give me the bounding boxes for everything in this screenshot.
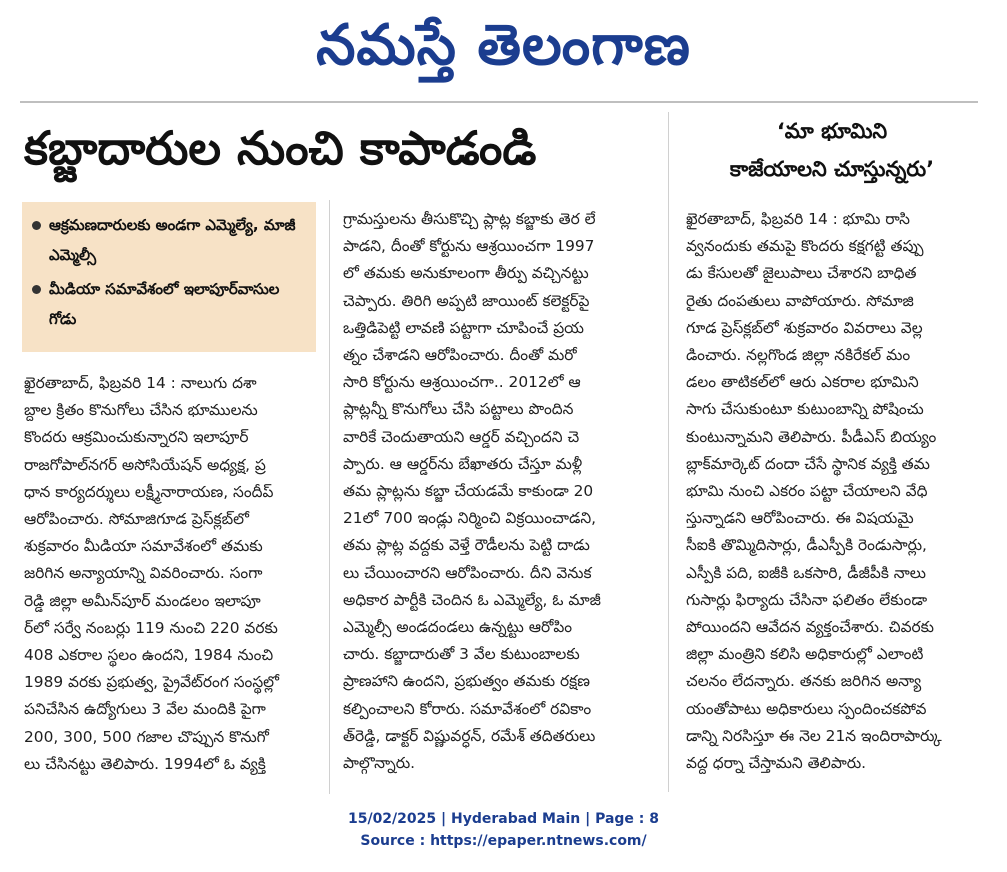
highlight-text: ఆక్రమణదారులకు అండగా ఎమ్మెల్యే, మాజీ ఎమ్మెల్సీ (49, 216, 296, 264)
masthead-rule (20, 101, 978, 103)
page-footer (0, 808, 1007, 852)
highlight-item (32, 210, 308, 270)
main-headline: కబ్జాదారుల నుంచి కాపాడండి (24, 121, 537, 175)
column-divider (329, 200, 330, 794)
side-headline-line-1: ‘మా భూమిని (776, 119, 888, 143)
highlight-text: మీడియా సమావేశంలో ఇలాపూర్‌వాసుల గోడు (49, 280, 280, 328)
bullet-icon (32, 221, 41, 230)
newspaper-logo: నమస్తే తెలంగాణ (316, 13, 691, 78)
article-column-2: గ్రామస్తులను తీసుకొచ్చి ప్లాట్ల కబ్జాకు తెర లే పాడని, దీంతో కోర్టును ఆశ్రయించగా 1997 లో తమకు అనుకూలంగా తీర్పు వచ్చినట్టు చెప్పారు. తిరిగి అప్పటి జాయింట్ కలెక్టర్‌పై ఒత్తిడిపెట్టి లావణి పట్టాగా చూపించే ప్రయ త్నం చేశాడని ఆరోపించారు. దీంతో మరో సారి కోర్టును ఆశ్రయించగా.. 2012లో ఆ ప్లాట్లన్నీ కొనుగోలు చేసి పట్టాలు పొందిన వారికే చెందుతాయని ఆర్డర్ వచ్చిందని చె ప్పారు. ఆ ఆర్డర్‌ను బేఖాతరు చేస్తూ మళ్లీ తమ ప్లాట్లను కబ్జా చేయడమే కాకుండా 20 21లో 700 ఇండ్లు నిర్మించి విక్రయించాడని, తమ ప్లాట్ల వద్దకు వెళ్తే రౌడీలను పెట్టి దాడు లు చేయించారని ఆరోపించారు. దీని వెనుక అధికార పార్టీకి చెందిన ఓ ఎమ్మెల్యే, ఓ మాజీ ఎమ్మెల్సీ అండదండలు ఉన్నట్టు ఆరోపిం చారు. కబ్జాదారుతో 3 వేల కుటుంబాలకు ప్రాణహాని ఉందని, ప్రభుత్వం తమకు రక్షణ కల్పించాలని కోరారు. సమావేశంలో రవికాం త్‌రెడ్డి, డాక్టర్ విష్ణువర్ధన్, రమేశ్ తదితరులు పాల్గొన్నారు. (343, 210, 601, 773)
article-column-1: ఖైరతాబాద్, ఫిబ్రవరి 14 : నాలుగు దశా బ్దాల క్రితం కొనుగోలు చేసిన భూములను కొందరు ఆక్రమించుకున్నారని ఇలాపూర్ రాజగోపాల్‌నగర్ అసోసియేషన్ అధ్యక్ష, ప్ర ధాన కార్యదర్శులు లక్ష్మీనారాయణ, సందీప్ ఆరోపించారు. సోమాజిగూడ ప్రెస్‌క్లబ్‌లో శుక్రవారం మీడియా సమావేశంలో తమకు జరిగిన అన్యాయాన్ని వివరించారు. సంగా రెడ్డి జిల్లా అమీన్‌పూర్ మండలం ఇలాపూ ర్‌లో సర్వే నంబర్లు 119 నుంచి 220 వరకు 408 ఎకరాల స్థలం ఉందని, 1984 నుంచి 1989 వరకు ప్రభుత్వ, ప్రైవేట్‌రంగ సంస్థల్లో పనిచేసిన ఉద్యోగులు 3 వేల మందికి పైగా 200, 300, 500 గజాల చొప్పున కొనుగో లు చేసినట్టు తెలిపారు. 1994లో ఓ వ్యక్తి (24, 374, 279, 773)
bullet-icon (32, 285, 41, 294)
source-link: Source : https://epaper.ntnews.com/ (360, 833, 647, 849)
side-story-headline (682, 112, 982, 188)
highlights-box (22, 202, 316, 352)
masthead (0, 0, 1007, 100)
column-divider (668, 112, 669, 792)
highlight-item (32, 274, 308, 334)
side-story-body: ఖైరతాబాద్, ఫిబ్రవరి 14 : భూమి రాసి వ్వనందుకు తమపై కొందరు కక్షగట్టి తప్పు డు కేసులతో జైలుపాలు చేశారని బాధిత రైతు దంపతులు వాపోయారు. సోమాజి గూడ ప్రెస్‌క్లబ్‌లో శుక్రవారం వివరాలు వెల్ల డించారు. నల్లగొండ జిల్లా నకిరేకల్ మం డలం తాటికల్‌లో ఆరు ఎకరాల భూమిని సాగు చేసుకుంటూ కుటుంబాన్ని పోషించు కుంటున్నామని తెలిపారు. పీడీఎస్ బియ్యం బ్లాక్‌మార్కెట్ దందా చేసే స్థానిక వ్యక్తి తమ భూమి నుంచి ఎకరం పట్టా చేయాలని వేధి స్తున్నాడని ఆరోపించారు. ఈ విషయమై సీఐకి తొమ్మిదిసార్లు, డీఎస్పీకి రెండుసార్లు, ఎస్పీకి పది, ఐజీకి ఒకసారి, డీజీపీకి నాలు గుసార్లు ఫిర్యాదు చేసినా ఫలితం లేకుండా పోయిందని ఆవేదన వ్యక్తంచేశారు. చివరకు జిల్లా మంత్రిని కలిసి అధికారుల్లో ఎలాంటి చలనం లేదన్నారు. తనకు జరిగిన అన్యా యంతోపాటు అధికారులు స్పందించకపోవ డాన్ని నిరసిస్తూ ఈ నెల 21న ఇందిరాపార్కు వద్ద ధర్నా చేస్తామని తెలిపారు. (686, 210, 942, 773)
edition-info: 15/02/2025 | Hyderabad Main | Page : 8 (347, 811, 660, 827)
side-headline-line-2: కాజేయాలని చూస్తున్నరు’ (729, 157, 935, 181)
